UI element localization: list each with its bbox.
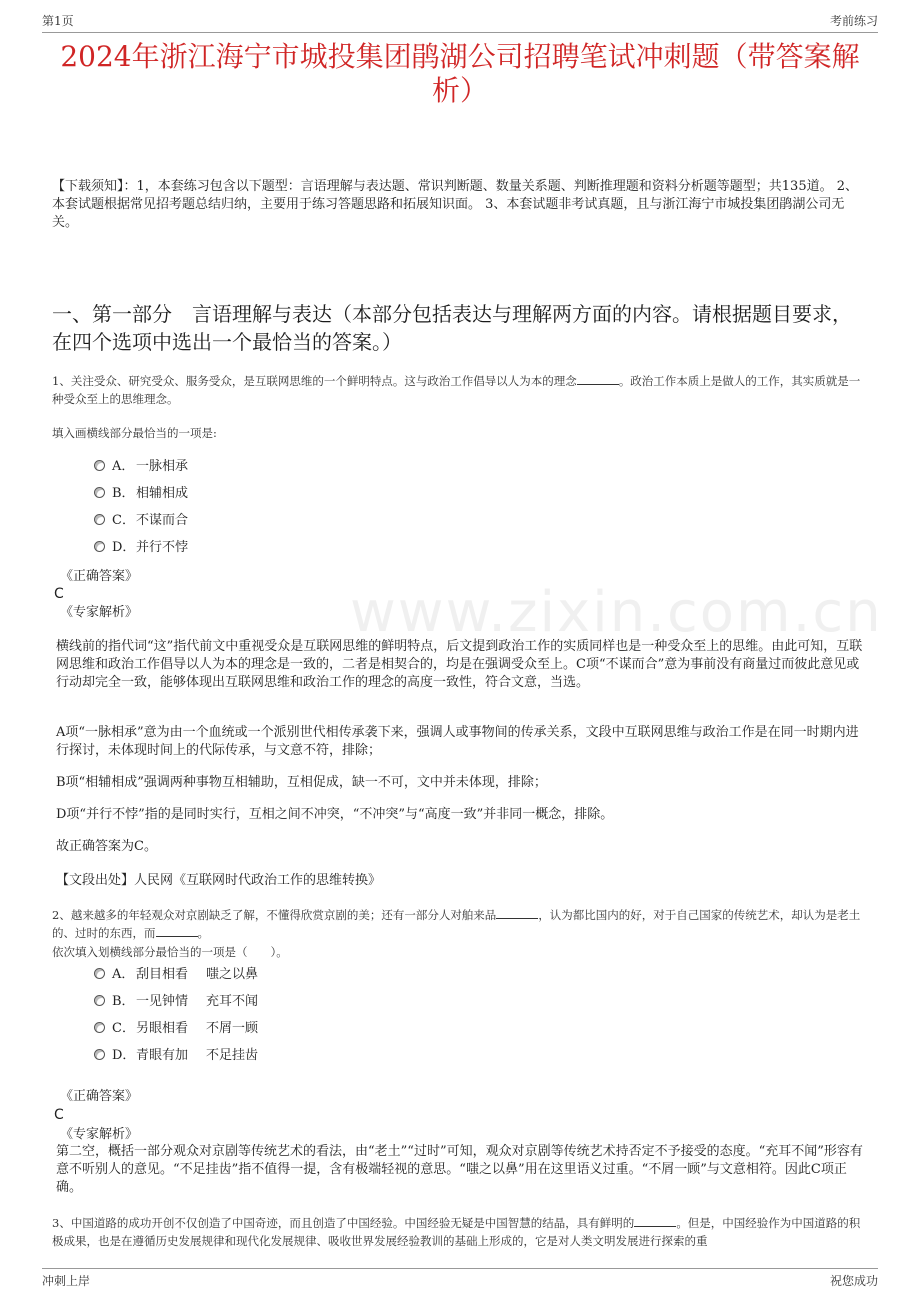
- answer-blank: [156, 926, 198, 937]
- q2-analysis: 第二空，概括一部分观众对京剧等传统艺术的看法，由“老土”“过时”可知，观众对京剧等传统艺术持否定不予接受的态度。“充耳不闻”形容有意不听别人的意见。“不足挂齿”指不值得一提，含有极端轻视的意思。“嗤之以鼻”用在这里语义过重。“不屑一顾”与文意相符。因此C项正确。: [56, 1144, 863, 1195]
- question-2-prompt: 依次填入划横线部分最恰当的一项是（ ）。: [52, 945, 288, 959]
- q2-option-b[interactable]: B．一见钟情 充耳不闻: [94, 993, 258, 1011]
- footer-left: 冲刺上岸: [42, 1274, 91, 1288]
- q1-analysis-paragraph: D项“并行不悖”指的是同时实行，互相之间不冲突，“不冲突”与“高度一致”并非同一概念，排除。: [56, 807, 614, 822]
- q2-option-a[interactable]: A． 刮目相看 嗤之以鼻: [94, 966, 258, 984]
- question-3-stem: 3、中国道路的成功开创不仅创造了中国奇迹，而且创造了中国经验。中国经验无疑是中国智慧的结晶，具有鲜明的 。但是，中国经验作为中国道路的积极成果，也是在遵循历史发展规律和现代化发展规律、吸收世界发展经验教训的基础上形成的，它是对人类文明发展进行探索的重: [52, 1216, 861, 1248]
- q1-analysis-paragraph: B项“相辅相成”强调两种事物互相辅助，互相促成，缺一不可，文中并未体现，排除；: [56, 775, 547, 790]
- radio-icon[interactable]: [94, 1049, 105, 1060]
- q1-analysis-paragraph: 横线前的指代词“这”指代前文中重视受众是互联网思维的鲜明特点，后文提到政治工作的实质同样也是一种受众至上的思维。由此可知，互联网思维和政治工作倡导以人为本的理念是一致的，二者是相契合的，均是在强调受众至上。C项“不谋而合”意为事前没有商量过而彼此意见或行动却完全一致，能够体现出互联网思维和政治工作的理念的高度一致性，符合文意，当选。: [56, 639, 863, 690]
- q1-analysis-paragraph: 故正确答案为C。: [56, 839, 157, 854]
- q2-answer-label: 《正确答案》: [60, 1089, 139, 1104]
- q1-source: 【文段出处】人民网《互联网时代政治工作的思维转换》: [56, 873, 382, 888]
- document-title: 2024年浙江海宁市城投集团鹃湖公司招聘笔试冲刺题（带答案解析）: [60, 40, 860, 107]
- radio-icon[interactable]: [94, 541, 105, 552]
- q1-option-d[interactable]: D．并行不悖: [94, 539, 188, 557]
- radio-icon[interactable]: [94, 460, 105, 471]
- question-2-stem: 2、越来越多的年轻观众对京剧缺乏了解，不懂得欣赏京剧的美；还有一部分人对舶来品 ，认为都比国内的好，对于自己国家的传统艺术，却认为是老土的、过时的东西，而 。: [52, 908, 861, 940]
- q2-option-d[interactable]: D．青眼有加 不足挂齿: [94, 1047, 258, 1065]
- q1-option-c[interactable]: C．不谋而合: [94, 512, 188, 530]
- radio-icon[interactable]: [94, 1022, 105, 1033]
- radio-icon[interactable]: [94, 487, 105, 498]
- q1-option-a[interactable]: A． 一脉相承: [94, 458, 188, 476]
- download-notice: 【下载须知】：1，本套练习包含以下题型：言语理解与表达题、常识判断题、数量关系题、判断推理题和资料分析题等题型；共135道。 2、本套试题根据常见招考题总结归纳，主要用于练习答题思路和拓展知识面。 3、本套试题非考试真题，且与浙江海宁市城投集团鹃湖公司无关。: [52, 179, 858, 230]
- radio-icon[interactable]: [94, 514, 105, 525]
- question-1-stem: [52, 372, 868, 408]
- q2-analysis-label: 《专家解析》: [60, 1127, 139, 1142]
- answer-blank: [577, 374, 619, 385]
- q1-option-b[interactable]: B．相辅相成: [94, 485, 188, 503]
- answer-blank: [634, 1216, 676, 1227]
- q2-option-c[interactable]: C．另眼相看 不屑一顾: [94, 1020, 258, 1038]
- page-header: [42, 12, 878, 30]
- page-number: 第1页: [42, 14, 74, 28]
- watermark: www.zixin.com.cn: [350, 580, 883, 645]
- page-footer: [42, 1272, 878, 1290]
- footer-divider: [42, 1268, 878, 1269]
- question-1-stem-part-b: 。政治工作本质上是做人的工作，其实质就是一种受众至上的思维理念。: [52, 374, 861, 406]
- question-1-stem-part-a: 1、关注受众、研究受众、服务受众，是互联网思维的一个鲜明特点。这与政治工作倡导以人为本的理念: [52, 374, 577, 388]
- answer-blank: [496, 908, 538, 919]
- section-heading: 一、第一部分 言语理解与表达（本部分包括表达与理解两方面的内容。请根据题目要求，在四个选项中选出一个最恰当的答案。）: [52, 302, 852, 354]
- radio-icon[interactable]: [94, 968, 105, 979]
- q1-analysis-paragraph: A项“一脉相承”意为由一个血统或一个派别世代相传承袭下来，强调人或事物间的传承关系，文段中互联网思维与政治工作是在同一时期内进行探讨，未体现时间上的代际传承，与文意不符，排除；: [56, 725, 859, 758]
- header-label: 考前练习: [829, 14, 878, 28]
- q1-answer: C: [54, 586, 64, 602]
- radio-icon[interactable]: [94, 995, 105, 1006]
- footer-right: 祝您成功: [829, 1274, 878, 1288]
- q2-answer: C: [54, 1107, 64, 1123]
- q1-answer-label: 《正确答案》: [60, 569, 139, 584]
- q1-analysis-label: 《专家解析》: [60, 605, 139, 620]
- header-divider: [42, 32, 878, 33]
- question-1-prompt: 填入画横线部分最恰当的一项是:: [52, 426, 217, 440]
